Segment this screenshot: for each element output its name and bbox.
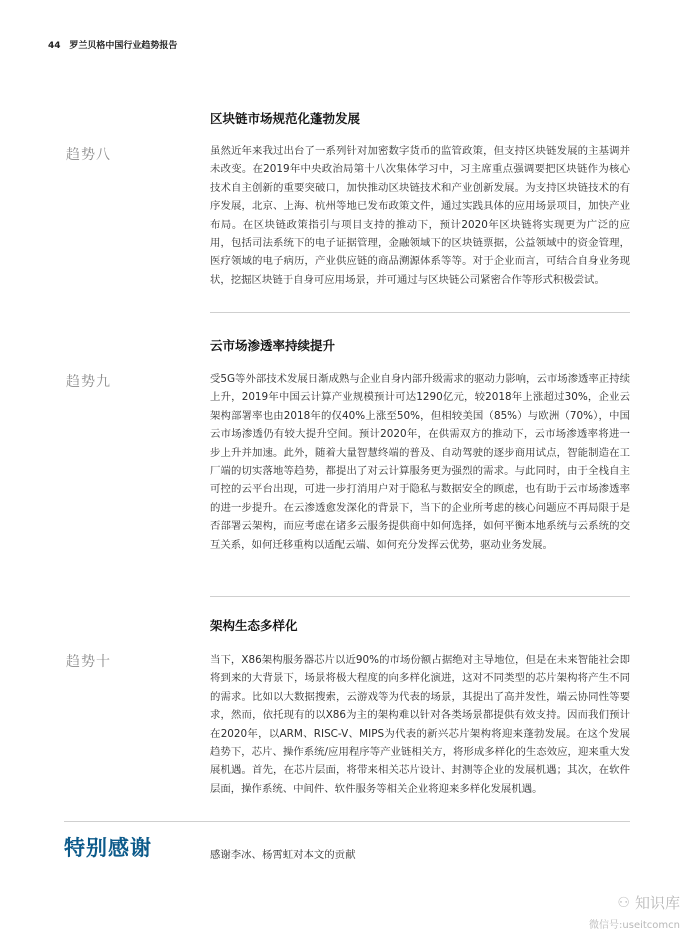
paragraph-cloud: 受5G等外部技术发展日渐成熟与企业自身内部升级需求的驱动力影响，云市场渗透率正持续上升，2019年中国云计算产业规模预计可达1290亿元，较2018年上涨超过30%，企业云架构部署率也由2018年的仅40%上涨至50%，但相较美国（85%）与欧洲（70%），中国云市场渗透仍有较大提升空间。预计2020年，在供需双方的推动下，云市场渗透率将进一步上升并加速。此外，随着大量智慧终端的普及、自动驾驶的逐步商用试点，智能制造在工厂端的切实落地等趋势，都提出了对云计算服务更为强烈的需求。与此同时，由于全栈自主可控的云平台出现，可进一步打消用户对于隐私与数据安全的顾虑，也有助于云市场渗透率的进一步提升。在云渗透愈发深化的背景下，当下的企业所考虑的核心问题应不再局限于是否部署云架构，而应考虑在诸多云服务提供商中如何选择，如何平衡本地系统与云系统的交互关系，如何迁移重构以适配云端、如何充分发挥云优势，驱动业务发展。: [210, 373, 630, 551]
trend-label-9: 趋势九: [66, 374, 111, 390]
section-divider: [210, 596, 630, 597]
thanks-title: 特别感谢: [64, 836, 152, 860]
watermark-brand: 知识库: [634, 894, 680, 912]
thanks-divider: [64, 821, 630, 822]
trend-label-8: 趋势八: [66, 147, 111, 163]
paragraph-blockchain: 虽然近年来我过出台了一系列针对加密数字货币的监管政策，但支持区块链发展的主基调并未改变。在2019年中央政治局第十八次集体学习中，习主席重点强调要把区块链作为核心技术自主创新的重要突破口，加快推动区块链技术和产业创新发展。为支持区块链技术的有序发展，北京、上海、杭州等地已发布政策文件，通过实践具体的应用场景项目，加快产业布局。在区块链政策指引与项目支持的推动下，预计2020年区块链将实现更为广泛的应用，包括司法系统下的电子证据管理，金融领域下的区块链票据，公益领域中的资金管理，医疗领域的电子病历，产业供应链的商品溯源体系等等。对于企业而言，可结合自身业务现状，挖掘区块链于自身可应用场景，并可通过与区块链公司紧密合作等形式积极尝试。: [210, 145, 630, 286]
section-title-architecture: 架构生态多样化: [210, 618, 298, 633]
section-title-blockchain: 区块链市场规范化蓬勃发展: [210, 111, 361, 126]
section-divider: [210, 312, 630, 313]
paragraph-architecture: 当下，X86架构服务器芯片以近90%的市场份额占据绝对主导地位，但是在未来智能社会即将到来的大背景下，场景将极大程度的向多样化演进，这对不同类型的芯片架构将产生不同的需求。比如以大数据搜索，云游戏等为代表的场景，其提出了高并发性，端云协同性等要求，然而，依托现有的以X86为主的架构难以针对各类场景都提供有效支持。因而我们预计在2020年，以ARM、RISC-V、MIPS为代表的新兴芯片架构将迎来蓬勃发展。在这个发展趋势下，芯片、操作系统/应用程序等产业链相关方，将形成多样化的生态效应，迎来重大发展机遇。首先，在芯片层面，将带来相关芯片设计、封测等企业的发展机遇；其次，在软件层面，操作系统、中间件、软件服务等相关企业将迎来多样化发展机遇。: [210, 654, 630, 795]
thanks-text: 感谢李冰、杨霄虹对本文的贡献: [210, 849, 356, 861]
page-number: 44: [48, 41, 61, 51]
section-title-cloud: 云市场渗透率持续提升: [210, 338, 336, 353]
trend-label-10: 趋势十: [66, 654, 111, 670]
watermark: [589, 892, 680, 931]
watermark-account: 微信号:useitcomcn: [589, 920, 680, 931]
report-title: 罗兰贝格中国行业趋势报告: [69, 41, 178, 51]
wechat-icon: ⚇: [617, 894, 630, 911]
page-header: [48, 38, 177, 51]
